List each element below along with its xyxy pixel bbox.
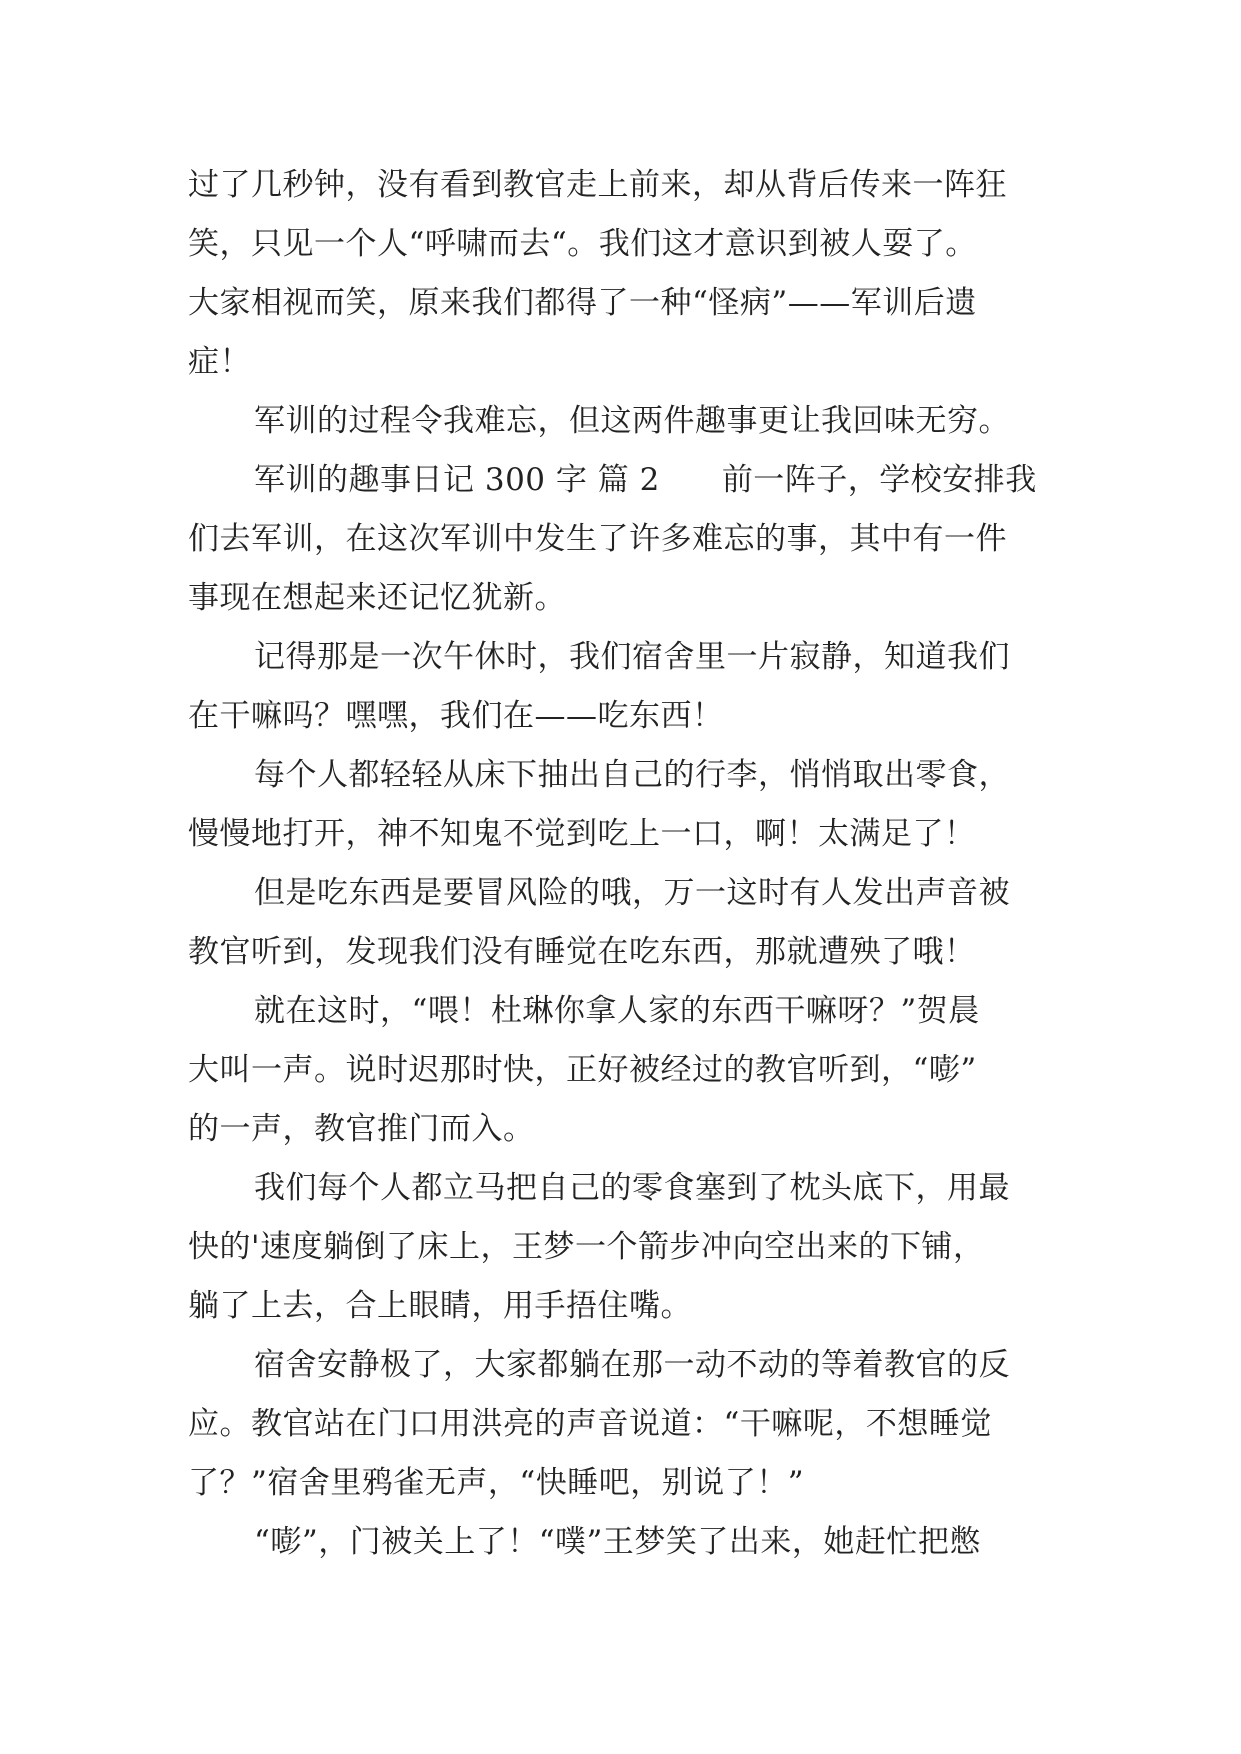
- text-line: [188, 333, 1068, 392]
- text-line-content: 了？”宿舍里鸦雀无声，“快睡吧，别说了！”: [188, 1465, 805, 1501]
- text-line: [188, 1454, 1068, 1513]
- text-line-content: 大家相视而笑，原来我们都得了一种“怪病”——军训后遗: [188, 285, 977, 321]
- text-line-content: 但是吃东西是要冒风险的哦，万一这时有人发出声音被: [254, 875, 1010, 911]
- text-line-content: 记得那是一次午休时，我们宿舍里一片寂静，知道我们: [254, 639, 1010, 675]
- text-line-content: 躺了上去，合上眼睛，用手捂住嘴。: [188, 1288, 692, 1324]
- text-line: [188, 1100, 1068, 1159]
- text-line-content: 症！: [188, 344, 251, 380]
- text-line: [188, 451, 1068, 510]
- text-line: [188, 274, 1068, 333]
- text-line: [188, 628, 1068, 687]
- text-line-tail: 前一阵子，学校安排我: [721, 462, 1037, 498]
- text-line-content: 事现在想起来还记忆犹新。: [188, 580, 566, 616]
- text-line: [188, 864, 1068, 923]
- text-line-content: 慢慢地打开，神不知鬼不觉到吃上一口，啊！太满足了！: [188, 816, 976, 852]
- text-line: [188, 569, 1068, 628]
- text-line-content: 教官听到，发现我们没有睡觉在吃东西，那就遭殃了哦！: [188, 934, 976, 970]
- text-line-content: 我们每个人都立马把自己的零食塞到了枕头底下，用最: [254, 1170, 1010, 1206]
- text-line-content: 每个人都轻轻从床下抽出自己的行李，悄悄取出零食，: [254, 757, 1010, 793]
- text-line-content: 应。教官站在门口用洪亮的声音说道：“干嘛呢，不想睡觉: [188, 1406, 992, 1442]
- text-line-content: 在干嘛吗？嘿嘿，我们在——吃东西！: [188, 698, 724, 734]
- text-line-content: 就在这时，“喂！杜琳你拿人家的东西干嘛呀？”贺晨: [254, 993, 980, 1029]
- text-line: [188, 1336, 1068, 1395]
- text-line: [188, 1513, 1068, 1572]
- text-line: [188, 156, 1068, 215]
- text-line-content: 快的'速度躺倒了床上，王梦一个箭步冲向空出来的下铺，: [188, 1229, 985, 1265]
- text-line-content: “嘭”，门被关上了！“噗”王梦笑了出来，她赶忙把憋: [254, 1524, 981, 1560]
- text-line-content: 大叫一声。说时迟那时快，正好被经过的教官听到，“嘭”: [188, 1052, 977, 1088]
- text-line-content: 军训的趣事日记 300 字 篇 2: [254, 462, 660, 498]
- text-line-content: 过了几秒钟，没有看到教官走上前来，却从背后传来一阵狂: [188, 167, 1007, 203]
- text-line: [188, 1041, 1068, 1100]
- text-line-content: 宿舍安静极了，大家都躺在那一动不动的等着教官的反: [254, 1347, 1010, 1383]
- text-line: [188, 1159, 1068, 1218]
- text-line: [188, 923, 1068, 982]
- text-line: [188, 510, 1068, 569]
- text-line-content: 们去军训，在这次军训中发生了许多难忘的事，其中有一件: [188, 521, 1007, 557]
- text-line-content: 笑，只见一个人“呼啸而去“。我们这才意识到被人耍了。: [188, 226, 977, 262]
- text-line: [188, 982, 1068, 1041]
- text-line-content: 的一声，教官推门而入。: [188, 1111, 535, 1147]
- text-line: [188, 392, 1068, 451]
- text-line: [188, 1218, 1068, 1277]
- text-line-content: 军训的过程令我难忘，但这两件趣事更让我回味无穷。: [254, 403, 1010, 439]
- text-line: [188, 805, 1068, 864]
- text-line: [188, 215, 1068, 274]
- text-line: [188, 1395, 1068, 1454]
- text-line: [188, 687, 1068, 746]
- text-line: [188, 746, 1068, 805]
- text-line: [188, 1277, 1068, 1336]
- document-body: [188, 156, 1068, 1572]
